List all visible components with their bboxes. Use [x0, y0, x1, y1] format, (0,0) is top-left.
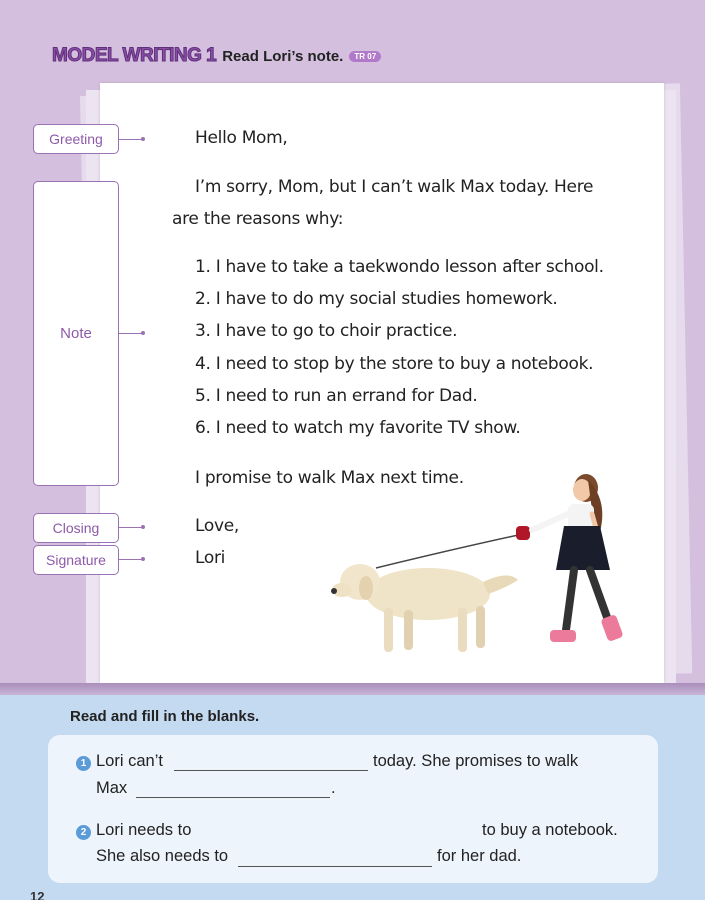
page-number: 12: [30, 889, 45, 900]
reason-item: 3. I have to go to choir practice.: [195, 321, 458, 341]
letter-greeting: Hello Mom,: [195, 128, 288, 148]
greeting-label: Greeting: [33, 124, 119, 154]
girl-walking-dog-image: [318, 470, 628, 660]
item-number-badge: 2: [76, 825, 91, 840]
exercise-text: .: [331, 779, 336, 797]
header-instruction: Read Lori’s note.: [222, 47, 344, 65]
exercise-text: today. She promises to walk: [373, 752, 579, 770]
exercise-text: Max: [96, 779, 128, 797]
answer-blank[interactable]: [136, 797, 330, 798]
closing-connector: [119, 527, 143, 528]
letter-promise: I promise to walk Max next time.: [195, 468, 464, 488]
exercise-title: Read and fill in the blanks.: [70, 708, 260, 725]
answer-blank[interactable]: [200, 839, 476, 840]
exercise-text: Lori needs to: [96, 821, 192, 839]
closing-label: Closing: [33, 513, 119, 543]
section-divider: [0, 683, 705, 695]
note-connector: [119, 333, 143, 334]
exercise-text: to buy a notebook.: [482, 821, 618, 839]
signature-connector: [119, 559, 143, 560]
letter-intro-line: are the reasons why:: [172, 209, 344, 229]
exercise-text: for her dad.: [437, 847, 522, 865]
reason-item: 4. I need to stop by the store to buy a notebook.: [195, 354, 594, 374]
letter-closing: Love,: [195, 516, 239, 536]
note-label: Note: [33, 181, 119, 486]
item-number-badge: 1: [76, 756, 91, 771]
signature-label: Signature: [33, 545, 119, 575]
greeting-connector: [119, 139, 143, 140]
reason-item: 2. I have to do my social studies homework.: [195, 289, 558, 309]
model-writing-tag: MODEL WRITING 1: [52, 45, 217, 66]
dog-illustration: [331, 564, 518, 652]
answer-blank[interactable]: [174, 770, 368, 771]
reason-item: 5. I need to run an errand for Dad.: [195, 386, 478, 406]
reason-item: 6. I need to watch my favorite TV show.: [195, 418, 521, 438]
exercise-text: Lori can’t: [96, 752, 163, 770]
audio-track-badge[interactable]: TR 07: [349, 51, 381, 62]
exercise-text: She also needs to: [96, 847, 229, 865]
letter-signature: Lori: [195, 548, 226, 568]
section-header: [52, 44, 381, 68]
reason-item: 1. I have to take a taekwondo lesson after school.: [195, 257, 604, 277]
answer-blank[interactable]: [238, 866, 432, 867]
girl-illustration: [532, 474, 624, 642]
letter-intro-line: I’m sorry, Mom, but I can’t walk Max today. Here: [195, 177, 594, 197]
